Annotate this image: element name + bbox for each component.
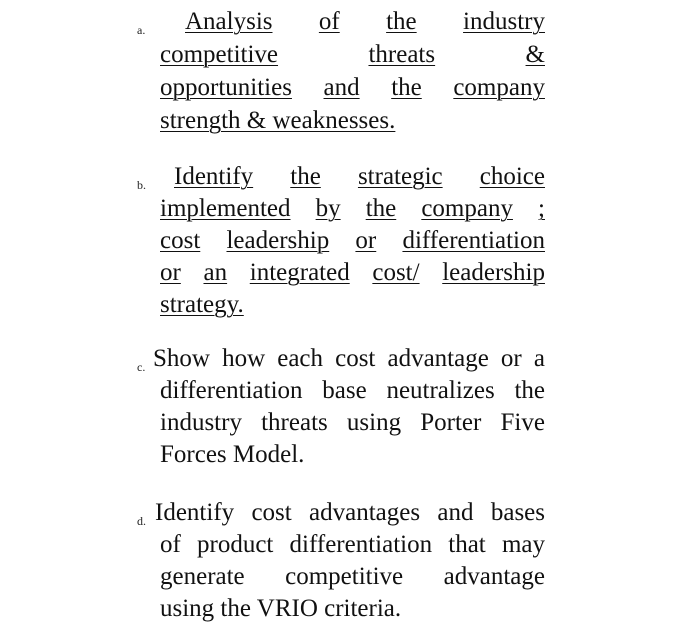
word: may [501,531,545,558]
text-line [155,497,545,529]
word: Show [153,345,210,372]
list-marker: d. [137,514,146,528]
text-line [160,289,545,321]
word: advantages [309,499,421,526]
word: cost [160,227,201,254]
text-line [185,6,545,38]
word: the [514,377,545,404]
word: bases [490,499,545,526]
word: the [290,163,321,190]
list-marker: b. [137,178,146,192]
word: differentiation [160,377,303,404]
word: cost [251,499,292,526]
text-line [160,225,545,257]
word: generate [160,563,245,590]
word: an [203,259,228,286]
word: neutralizes [386,377,495,404]
word: industry [463,8,545,35]
text-line [160,39,545,71]
word: product [197,531,274,558]
word: threats [368,41,436,68]
text-line [174,161,545,193]
word: Five [500,409,545,436]
text-line [153,343,545,375]
word: choice [479,163,545,190]
word: implemented [160,195,291,222]
word: Identify [155,499,235,526]
text-line [160,193,545,225]
word: Identify [174,163,254,190]
list-marker: a. [137,23,146,37]
word: cost/ [372,259,420,286]
word: differentiation [289,531,433,558]
word: the [391,74,422,101]
word: that [448,531,486,558]
word: leadership [442,259,545,286]
word: Porter [420,409,482,436]
word: and [323,74,360,101]
text-line [160,407,545,439]
text-line [160,375,545,407]
text-line [160,257,545,289]
word: competitive [160,41,279,68]
word: of [160,531,181,558]
word: leadership [226,227,330,254]
word: or [500,345,522,372]
word: Forces Model. [160,441,305,468]
word: each [277,345,324,372]
word: cost [335,345,376,372]
text-line [160,72,545,104]
word: competitive [285,563,404,590]
word: company [453,74,545,101]
word: or [160,259,181,286]
word: strategic [357,163,443,190]
word: company [421,195,513,222]
word: of [318,8,340,35]
word: a [533,345,545,372]
word: Analysis [185,8,273,35]
text-line [160,593,545,625]
word: strength & weaknesses. [160,107,396,134]
word: using [346,409,402,436]
word: ; [538,195,545,222]
word: advantage [443,563,545,590]
word: how [222,345,266,372]
list-marker: c. [137,360,146,374]
word: opportunities [160,74,292,101]
word: strategy. [160,291,244,318]
word: integrated [249,259,350,286]
word: differentiation [402,227,545,254]
text-line [160,529,545,561]
word: by [315,195,341,222]
text-line [160,105,545,137]
text-line [160,561,545,593]
word: or [355,227,377,254]
text-line [160,439,545,471]
word: threats [261,409,328,436]
word: industry [160,409,242,436]
word: and [437,499,474,526]
word: using the VRIO criteria. [160,595,402,622]
word: & [525,41,545,68]
word: base [322,377,367,404]
word: the [365,195,397,222]
word: the [386,8,417,35]
word: advantage [387,345,489,372]
